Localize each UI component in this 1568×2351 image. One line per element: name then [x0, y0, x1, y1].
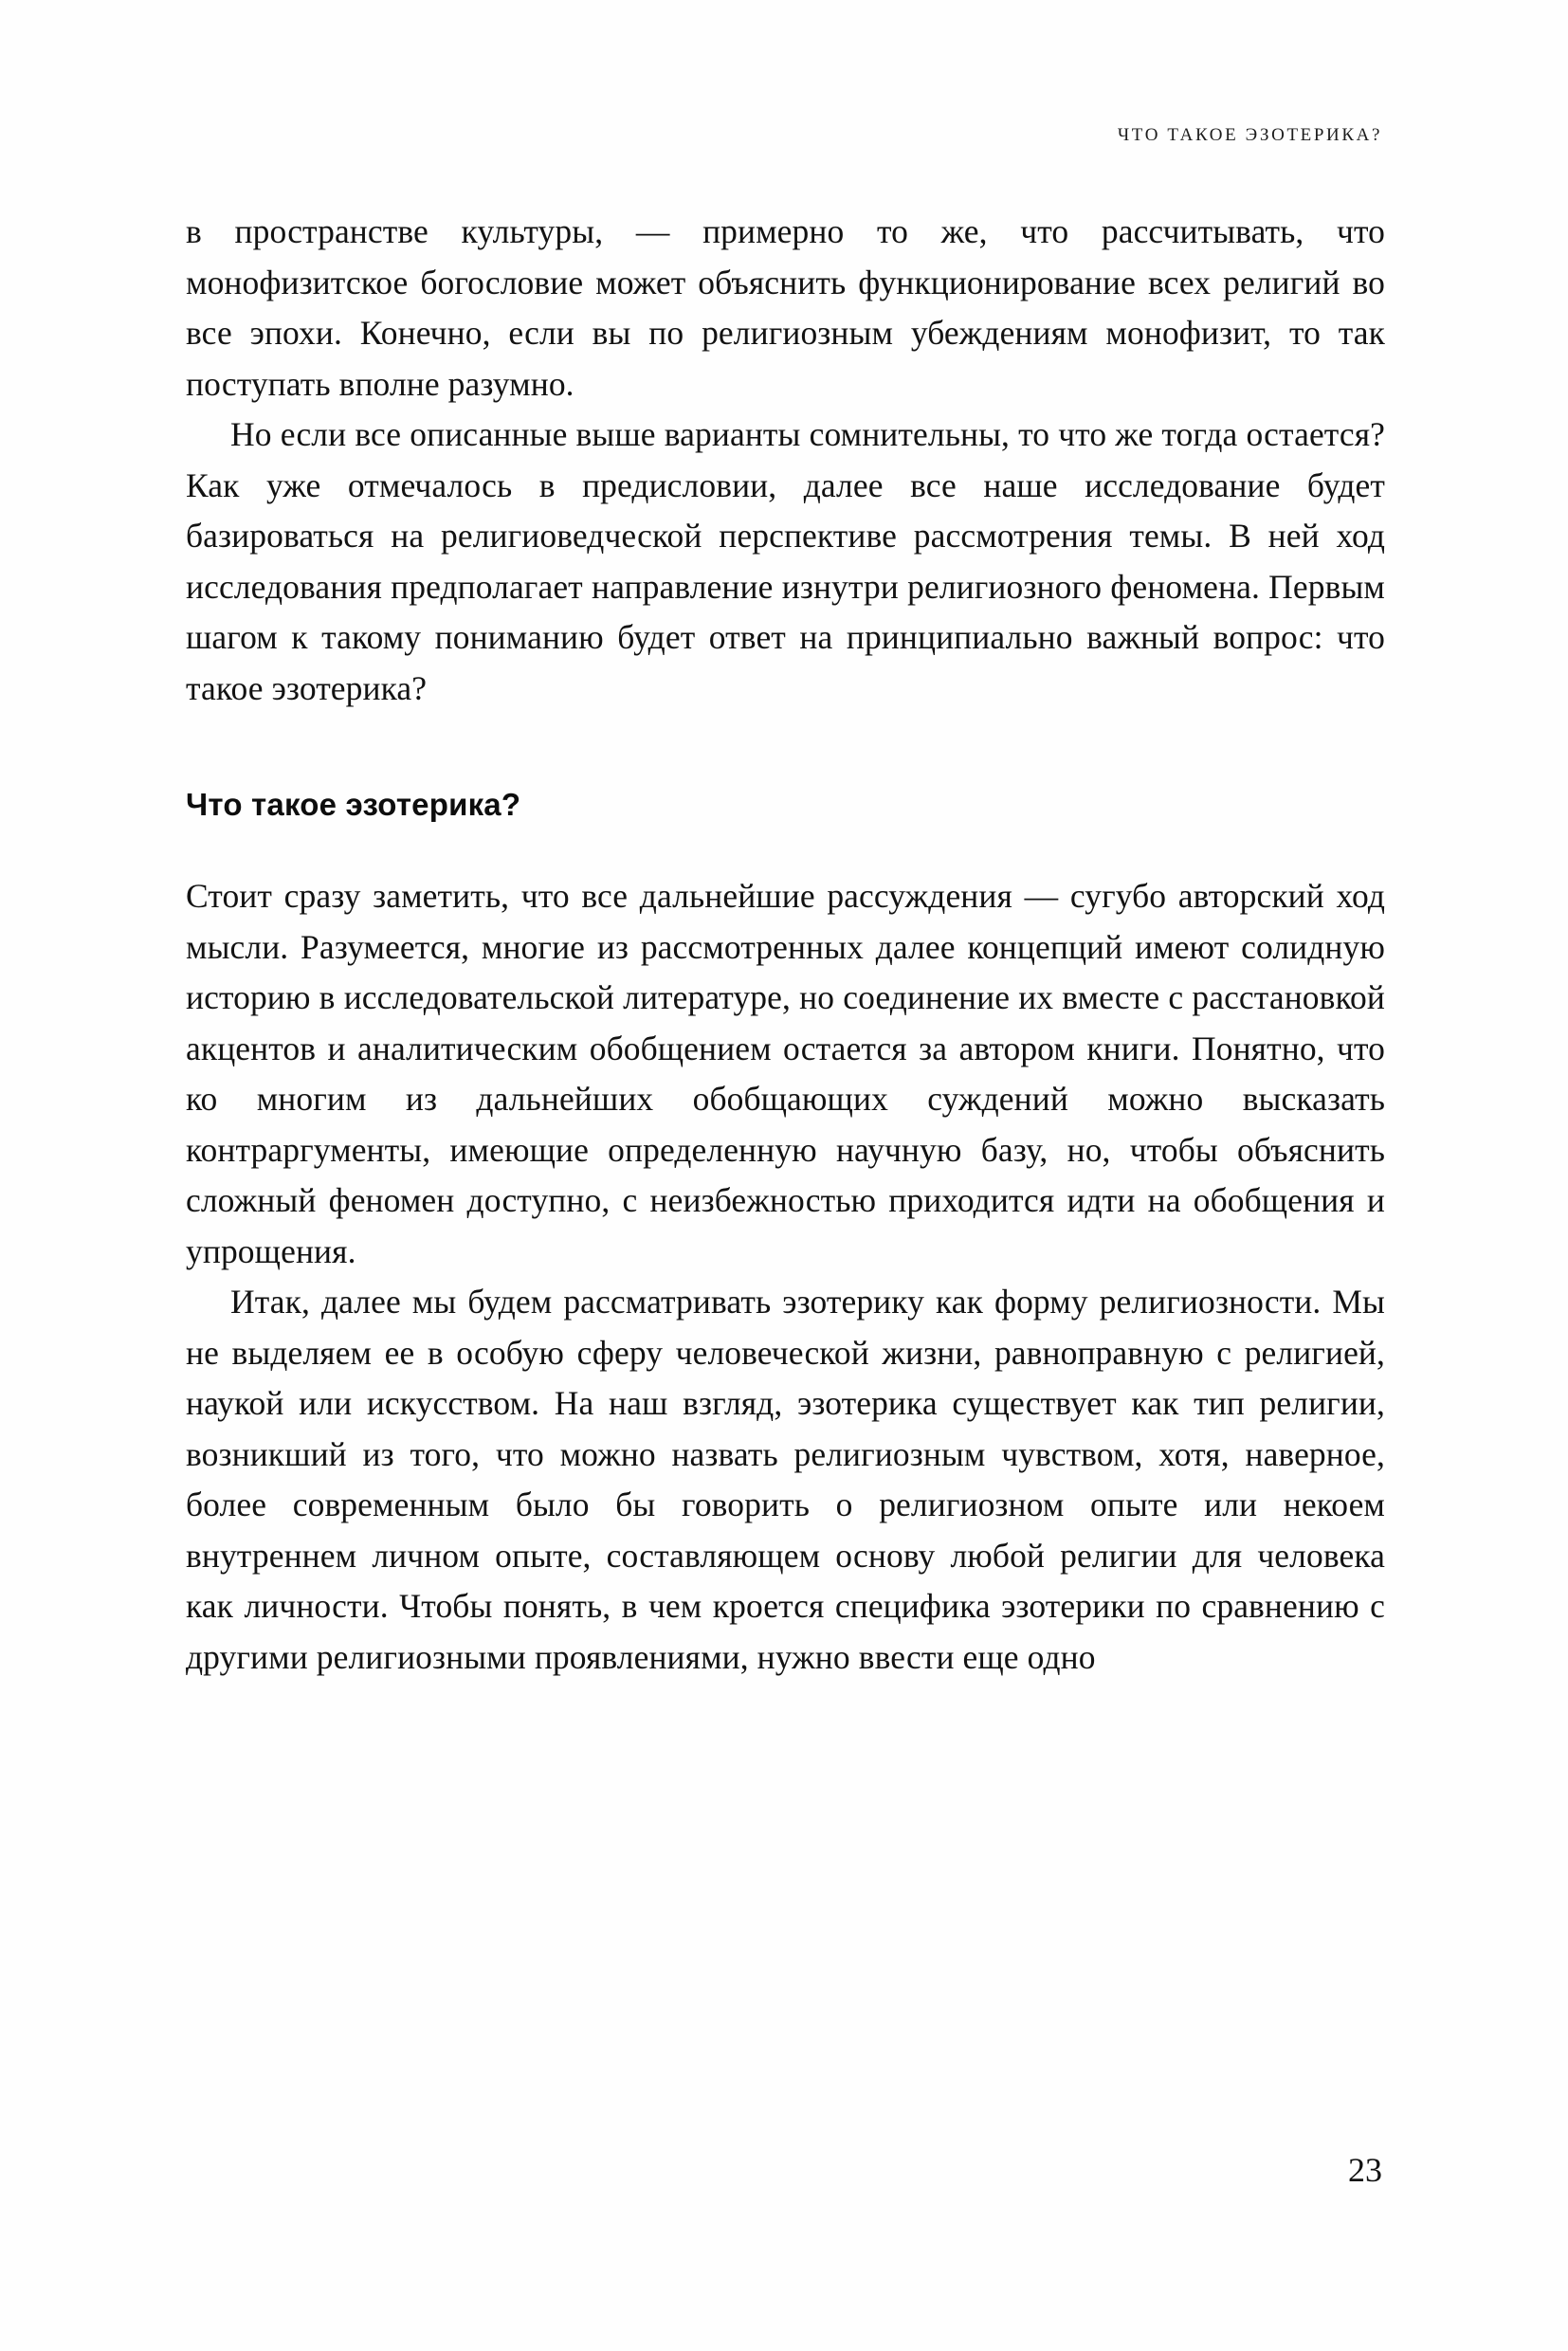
- running-head: ЧТО ТАКОЕ ЭЗОТЕРИКА?: [1117, 125, 1382, 145]
- paragraph: Итак, далее мы будем рассматривать эзотерику как форму религиозности. Мы не выделяем ее в особую сферу человеческой жизни, равноправную с религией, наукой или искусством. На наш взгляд, эзотерика существует как тип религии, возникший из того, что можно назвать религиозным чувством, хотя, наверное, более современным было бы говорить о религиозном опыте или некоем внутреннем личном опыте, составляющем основу любой религии для человека как личности. Чтобы понять, в чем кроется специфика эзотерики по сравнению с другими религиозными проявлениями, нужно ввести еще одно: [186, 1283, 1385, 1676]
- page-number: 23: [1348, 2151, 1382, 2189]
- page-body: [186, 207, 1385, 1683]
- spacer: [186, 826, 1385, 871]
- paragraph: в пространстве культуры, — примерно то же, что рассчитывать, что монофизитское богословие может объяснить функционирование всех религий во все эпохи. Конечно, если вы по религиозным убеждениям монофизит, то так поступать вполне разумно.: [186, 212, 1385, 403]
- spacer: [186, 714, 1385, 784]
- paragraph: Но если все описанные выше варианты сомнительны, то что же тогда остается? Как уже отмечалось в предисловии, далее все наше исследование будет базироваться на религиоведческой перспективе рассмотрения темы. В ней ход исследования предполагает направление изнутри религиозного феномена. Первым шагом к такому пониманию будет ответ на принципиально важный вопрос: что такое эзотерика?: [186, 415, 1385, 707]
- section-heading: Что такое эзотерика?: [186, 787, 521, 822]
- paragraph: Стоит сразу заметить, что все дальнейшие рассуждения — сугубо авторский ход мысли. Разумеется, многие из рассмотренных далее концепций имеют солидную историю в исследовательской литературе, но соединение их вместе с расстановкой акцентов и аналитическим обобщением остается за автором книги. Понятно, что ко многим из дальнейших обобщающих суждений можно высказать контраргументы, имеющие определенную научную базу, но, чтобы объяснить сложный феномен доступно, с неизбежностью приходится идти на обобщения и упрощения.: [186, 877, 1385, 1270]
